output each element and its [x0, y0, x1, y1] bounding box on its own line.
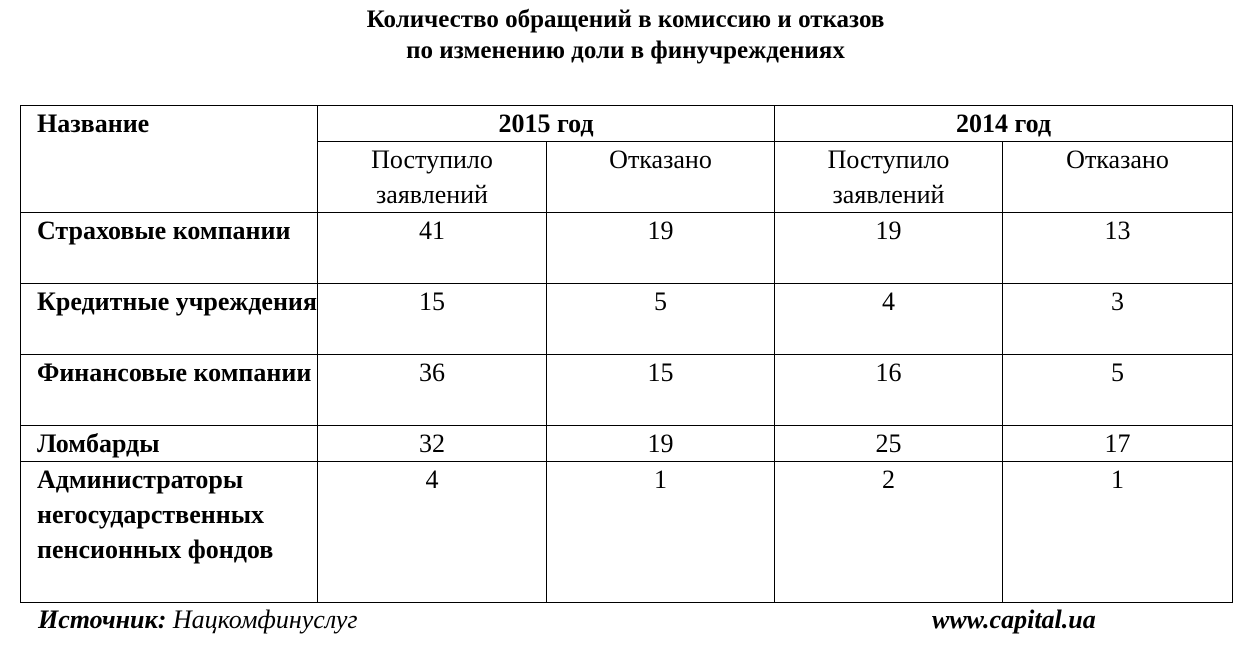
cell-refused-2014: 1 [1003, 462, 1233, 603]
header-received-2015: Поступило заявлений [318, 142, 547, 213]
cell-refused-2014: 13 [1003, 213, 1233, 284]
cell-received-2014: 4 [775, 284, 1003, 355]
cell-refused-2014: 17 [1003, 426, 1233, 462]
row-name: Ломбарды [21, 426, 318, 462]
header-year-2015: 2015 год [318, 106, 775, 142]
source-label: Источник: [38, 605, 167, 634]
cell-refused-2015: 15 [547, 355, 775, 426]
cell-refused-2015: 1 [547, 462, 775, 603]
cell-received-2015: 4 [318, 462, 547, 603]
table-row [21, 462, 1233, 603]
cell-refused-2014: 5 [1003, 355, 1233, 426]
cell-refused-2015: 19 [547, 426, 775, 462]
source-note [38, 603, 358, 637]
cell-received-2014: 25 [775, 426, 1003, 462]
header-name: Название [21, 106, 318, 213]
row-name: Страховые компании [21, 213, 318, 284]
row-name: Кредитные учреждения [21, 284, 318, 355]
data-table [20, 105, 1233, 603]
header-refused-2015: Отказано [547, 142, 775, 213]
website-link[interactable]: www.capital.ua [932, 605, 1096, 634]
cell-received-2014: 19 [775, 213, 1003, 284]
chart-title-line-2: по изменению доли в финучреждениях [406, 37, 845, 64]
header-refused-2014: Отказано [1003, 142, 1233, 213]
row-name: Администраторы негосударственных пенсионных фондов [21, 462, 318, 603]
header-row-years [21, 106, 1233, 142]
chart-title [0, 4, 1251, 66]
cell-received-2014: 16 [775, 355, 1003, 426]
table-row [21, 426, 1233, 462]
cell-received-2015: 32 [318, 426, 547, 462]
header-received-2014: Поступило заявлений [775, 142, 1003, 213]
cell-refused-2015: 5 [547, 284, 775, 355]
source-value: Нацкомфинуслуг [172, 605, 358, 634]
header-year-2014: 2014 год [775, 106, 1233, 142]
cell-received-2014: 2 [775, 462, 1003, 603]
cell-received-2015: 41 [318, 213, 547, 284]
table-row [21, 284, 1233, 355]
cell-received-2015: 36 [318, 355, 547, 426]
chart-title-line-1: Количество обращений в комиссию и отказов [366, 6, 885, 33]
cell-refused-2014: 3 [1003, 284, 1233, 355]
row-name: Финансовые компании [21, 355, 318, 426]
table-row [21, 213, 1233, 284]
table-row [21, 355, 1233, 426]
cell-received-2015: 15 [318, 284, 547, 355]
cell-refused-2015: 19 [547, 213, 775, 284]
